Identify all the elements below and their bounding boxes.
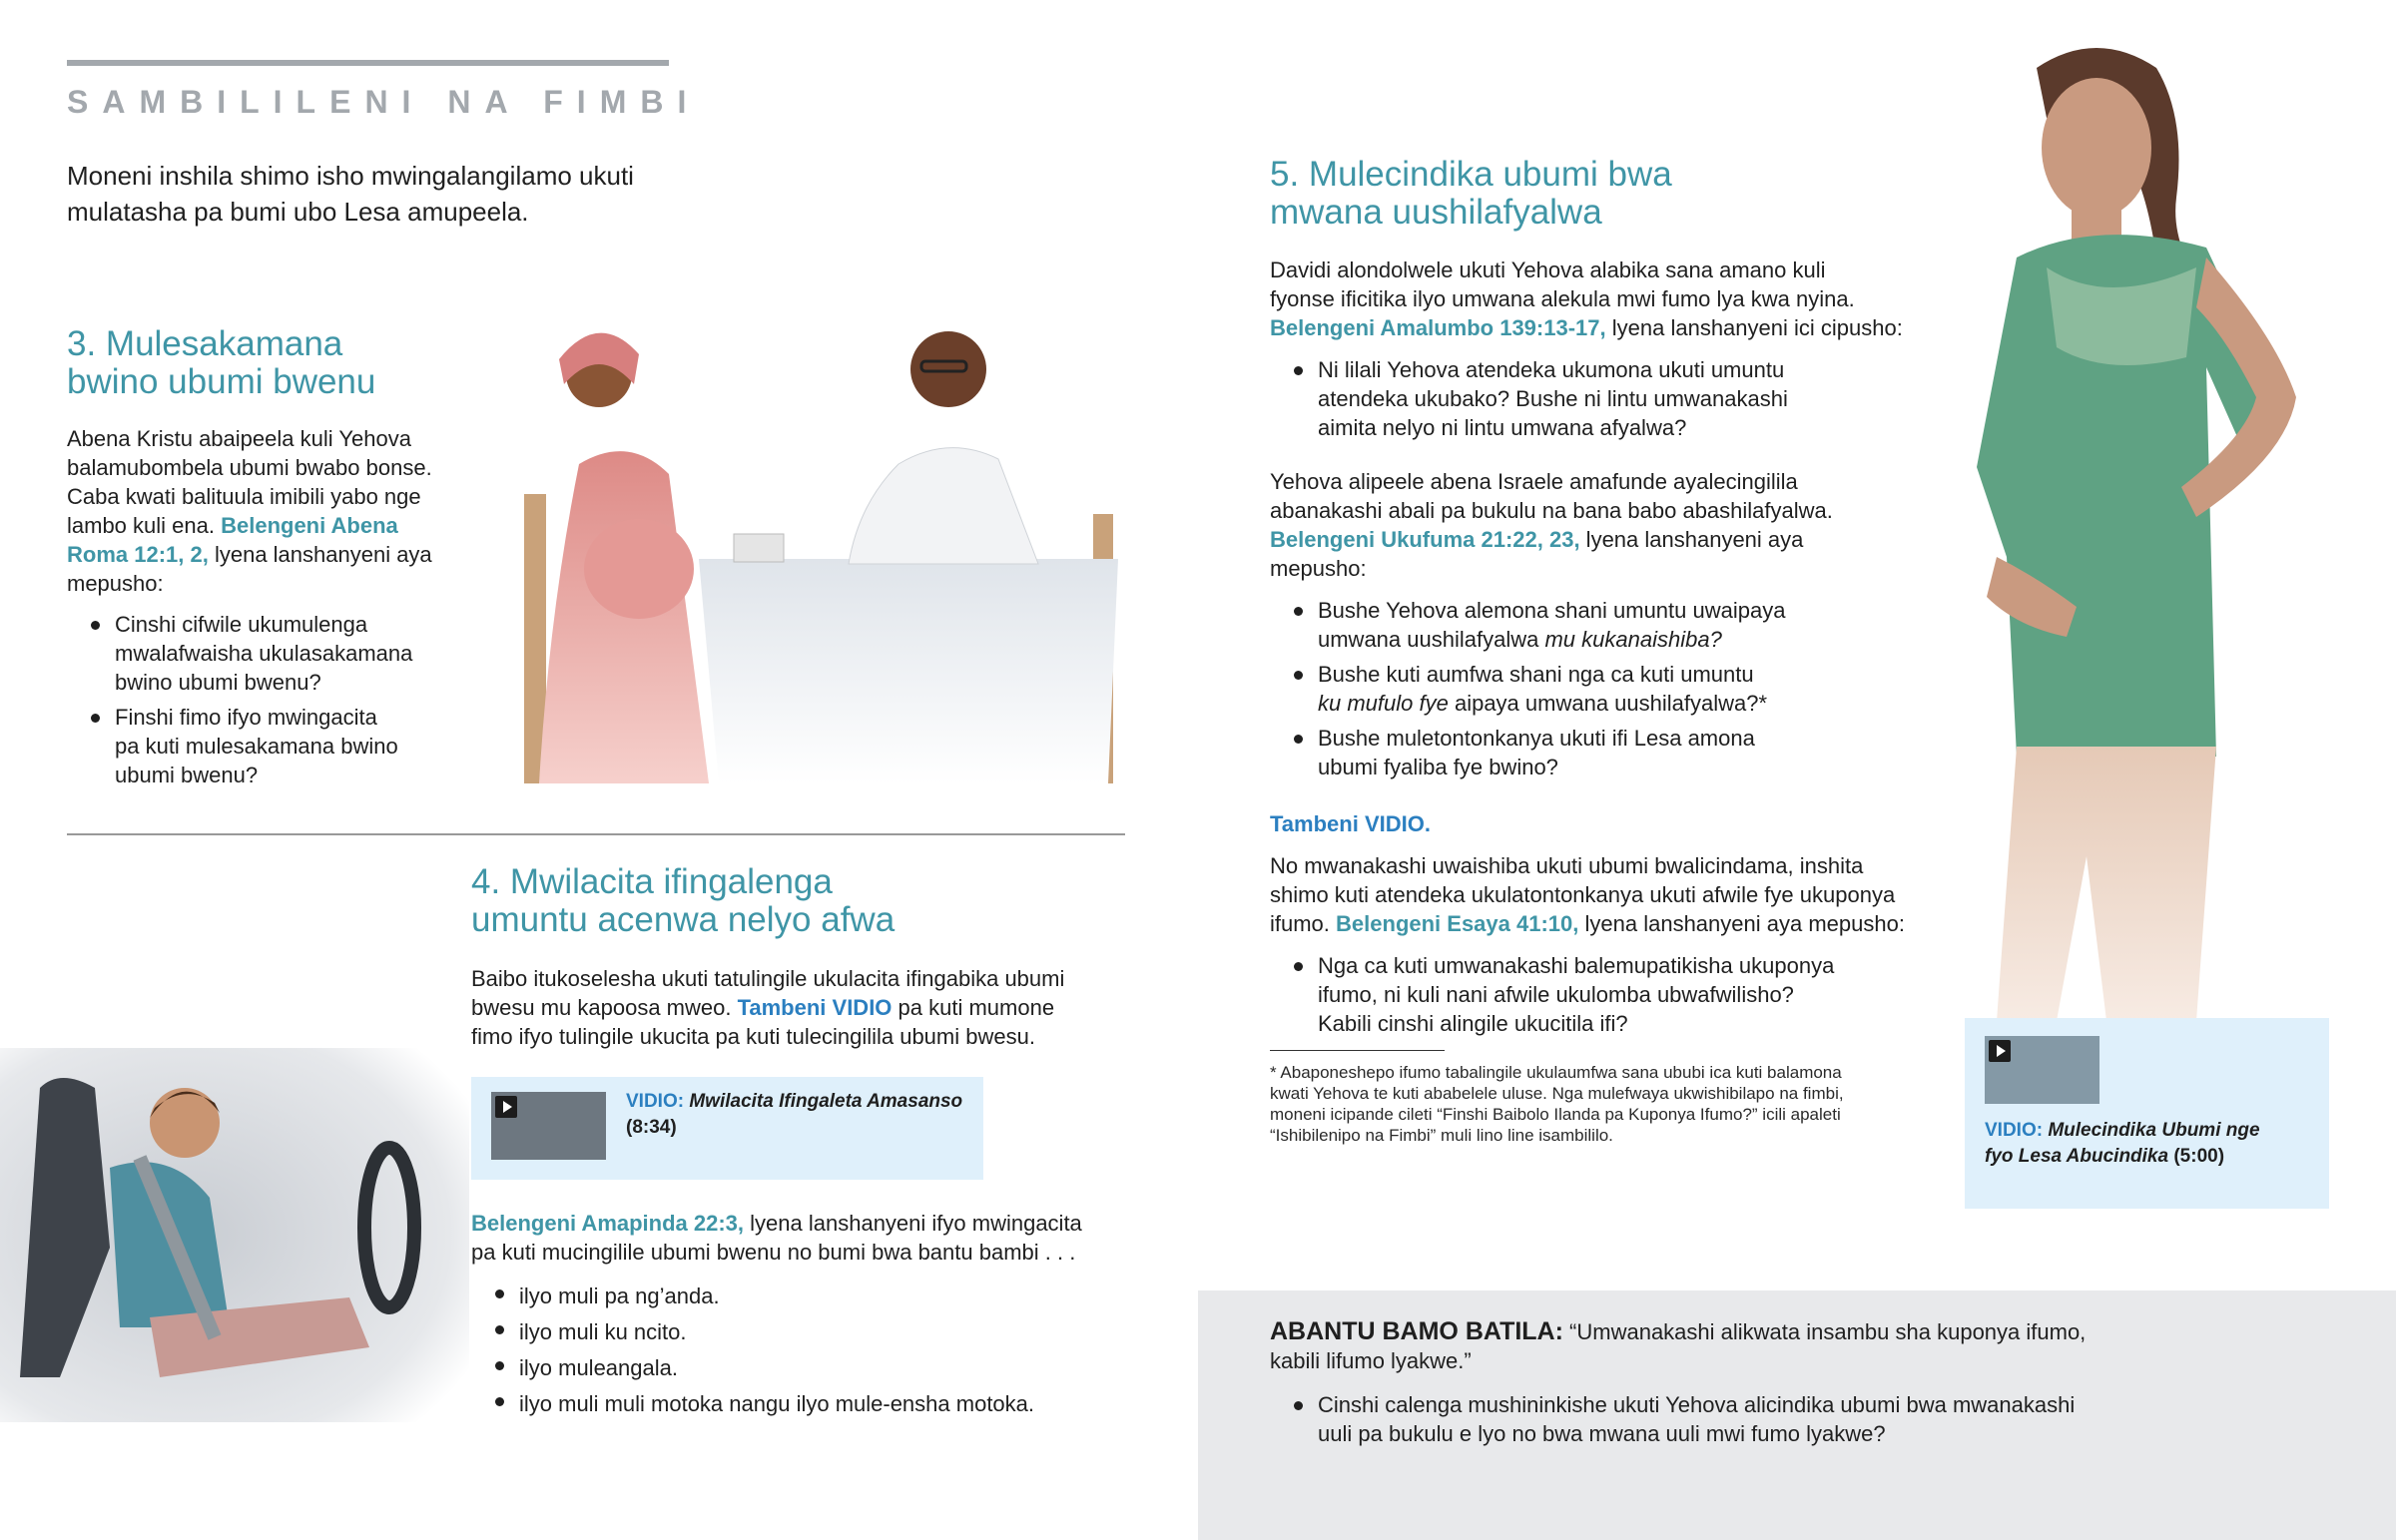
list-item: ilyo muli ku ncito. (471, 1314, 1150, 1350)
section5-q1 (1270, 355, 1869, 442)
section4-paragraph: Baibo itukoselesha ukuti tatulingile ukulacita ifingabika ubumi bwesu mu kapoosa mweo. Tambeni VIDIO pa kuti mumone fimo ifyo tulingile ukucita pa kuti tulecingilila ubumi bwesu. (471, 966, 1065, 1049)
video-card-unborn-life[interactable] (1965, 1018, 2329, 1209)
page-title: SAMBILILENI NA FIMBI (67, 84, 701, 120)
list-item: Bushe kuti aumfwa shani nga ca kuti umuntu ku mufulo fye aipaya umwana uushilafyalwa?* (1270, 660, 1889, 718)
video-card-seatbelt[interactable] (471, 1077, 983, 1180)
list-item: Nga ca kuti umwanakashi balemupatikisha ukuponya ifumo, ni kuli nani afwile ukulomba ubwafwilisho? Kabili cinshi alingile ukucitila ifi? (1270, 951, 1889, 1038)
objection-quote: ABANTU BAMO BATILA: “Umwanakashi alikwata insambu sha kuponya ifumo, kabili lifumo lyakwe.” (1270, 1317, 2087, 1373)
objection-label: ABANTU BAMO BATILA: (1270, 1317, 1563, 1345)
section3-questions (67, 610, 466, 789)
section5-q3 (1270, 951, 1889, 1038)
woman-pants (1997, 747, 2216, 1021)
video-link[interactable]: Tambeni VIDIO (737, 995, 893, 1020)
intro-text: Moneni inshila shimo isho mwingalangilamo ukuti mulatasha pa bumi ubo Lesa amupeela. (67, 161, 634, 227)
scripture-link-ukufuma[interactable]: Belengeni Ukufuma 21:22, 23, (1270, 527, 1580, 552)
scripture-link-amalumbo[interactable]: Belengeni Amalumbo 139:13-17, (1270, 315, 1606, 340)
objection-box (1198, 1290, 2396, 1540)
objection-question (1270, 1390, 2268, 1448)
seatbelt-car-illustration (0, 1048, 469, 1422)
section5-para1: Davidi alondolwele ukuti Yehova alabika sana amano kuli fyonse ificitika ilyo umwana alekula mwi fumo lya kwa nyina. Belengeni Amalumbo 139:13-17, lyena lanshanyeni ici cipusho: (1270, 257, 1903, 340)
list-item: Bushe Yehova alemona shani umuntu uwaipaya umwana uushilafyalwa mu kukanaishiba? (1270, 596, 1889, 654)
section4-heading: 4. Mwilacita ifingalenga umuntu acenwa nelyo afwa (471, 862, 896, 939)
list-item: ilyo muli muli motoka nangu ilyo mule-ensha motoka. (471, 1386, 1150, 1422)
section5-q2 (1270, 596, 1889, 781)
scripture-link-roma[interactable]: Belengeni Abena (221, 513, 398, 538)
play-icon[interactable] (1989, 1040, 2011, 1062)
section4-ref-paragraph: Belengeni Amapinda 22:3, lyena lanshanyeni ifyo mwingacita pa kuti mucingilile ubumi bwenu no bumi bwa bantu bambi . . . (471, 1211, 1082, 1265)
tambeni-vidio-label[interactable]: Tambeni VIDIO. (1270, 811, 1431, 836)
footnote: * Abaponeshepo ifumo tabalingile ukulaumfwa sana ububi ica kuti balamona kwati Yehova te kuti ababelele uluse. Nga mulefwaya ukwishibilapo na fimbi, moneni icipande cileti “Finshi Baibolo Ilanda pa Kuponya Ifumo?” icili apaleti “Ishibilenipo na Fimbi” muli lino line isambililo. (1270, 1063, 1844, 1145)
woman-belly (584, 519, 694, 619)
list-item: Bushe muletontonkanya ukuti ifi Lesa amona ubumi fyaliba fye bwino? (1270, 724, 1889, 781)
list-item: ilyo muli pa ng’anda. (471, 1279, 1150, 1314)
section3-heading: 3. Mulesakamana bwino ubumi bwenu (67, 324, 376, 401)
video-title: VIDIO: Mulecindika Ubumi nge fyo Lesa Abucindika (5:00) (1985, 1120, 2260, 1167)
desk (699, 559, 1118, 783)
driver-head (150, 1088, 220, 1158)
list-item: Cinshi calenga mushininkishe ukuti Yehova alicindika ubumi bwa mwanakashi uuli pa bukulu e lyo no bwa mwana uuli mwi fumo lyakwe? (1270, 1390, 2268, 1448)
desk-card (734, 534, 784, 562)
section-divider (67, 833, 1125, 835)
video-thumbnail[interactable] (1985, 1036, 2099, 1104)
doctor-consultation-illustration (519, 314, 1128, 788)
section5-para2: Yehova alipeele abena Israele amafunde ayalecingilila abanakashi abali pa bukulu na bana babo abashilafyalwa. Belengeni Ukufuma 21:22, 23, lyena lanshanyeni aya mepusho: (1270, 469, 1833, 581)
scripture-link-amapinda[interactable]: Belengeni Amapinda 22:3, (471, 1211, 745, 1236)
section5-para3: No mwanakashi uwaishiba ukuti ubumi bwalicindama, inshita shimo kuti atendeka ukulatontonkanya ukuti afwile fye ukuponya ifumo. Belengeni Esaya 41:10, lyena lanshanyeni aya mepusho: (1270, 853, 1905, 936)
scripture-link-roma-ref[interactable]: Roma 12:1, 2, (67, 542, 209, 567)
list-item: Finshi fimo ifyo mwingacita pa kuti mulesakamana bwino ubumi bwenu? (67, 703, 466, 789)
footnote-rule (1270, 1050, 1445, 1051)
list-item: Cinshi cifwile ukumulenga mwalafwaisha ukulasakamana bwino ubumi bwenu? (67, 610, 466, 697)
doctor-coat (849, 448, 1038, 564)
woman-dress (539, 451, 709, 783)
header-rule (67, 60, 669, 66)
scripture-link-esaya[interactable]: Belengeni Esaya 41:10, (1336, 911, 1579, 936)
video-thumbnail[interactable] (491, 1092, 606, 1160)
section3-paragraph: Abena Kristu abaipeela kuli Yehova balamubombela ubumi bwabo bonse. Caba kwati balituula imibili yabo nge lambo kuli ena. Belengeni Abena Roma 12:1, 2, lyena lanshanyeni aya mepusho: (67, 426, 432, 596)
video-title: VIDIO: Mwilacita Ifingaleta Amasanso (8:34) (626, 1091, 963, 1138)
list-item: Ni lilali Yehova atendeka ukumona ukuti umuntu atendeka ukubako? Bushe ni lintu umwanakashi aimita nelyo ni lintu umwana afyalwa? (1270, 355, 1869, 442)
woman-face (2042, 78, 2151, 218)
section4-list (471, 1279, 1150, 1422)
list-item: ilyo muleangala. (471, 1350, 1150, 1386)
section5-heading: 5. Mulecindika ubumi bwa mwana uushilafyalwa (1270, 155, 1672, 232)
pregnant-woman-illustration (1957, 38, 2356, 1021)
play-icon[interactable] (495, 1096, 517, 1118)
